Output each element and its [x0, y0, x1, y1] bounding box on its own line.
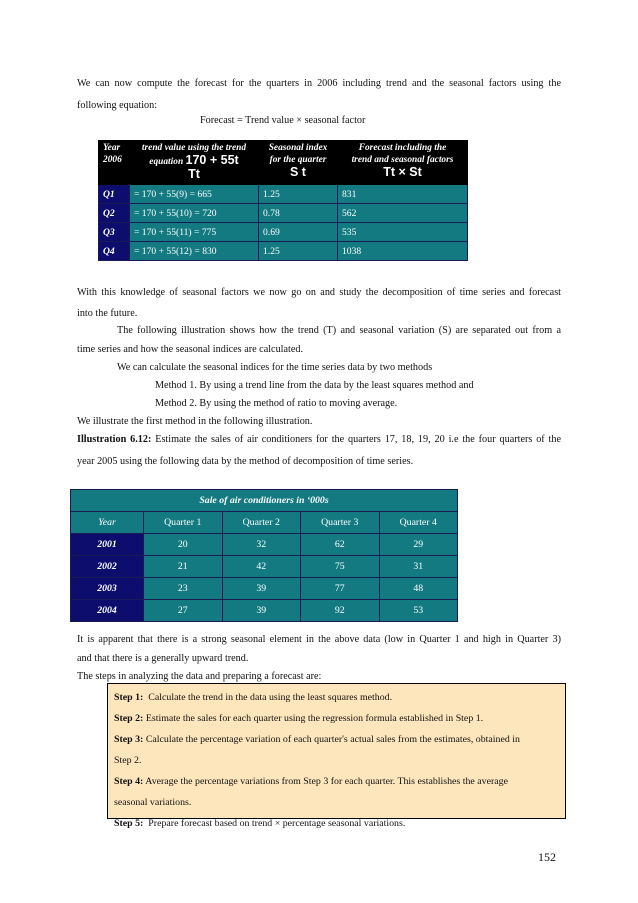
illustration-line-2: year 2005 using the following data by the method of decomposition of time series.: [77, 456, 414, 467]
table-row: [99, 242, 468, 261]
quarter-label: Q3: [99, 223, 130, 242]
para-6: The steps in analyzing the data and preparing a forecast are:: [77, 671, 322, 682]
forecast-value: 562: [338, 204, 468, 223]
quarter-label: Q1: [99, 185, 130, 204]
table-row: [99, 185, 468, 204]
forecast-value: 535: [338, 223, 468, 242]
seasonal-index: 1.25: [259, 242, 338, 261]
forecast-equation: Forecast = Trend value × seasonal factor: [200, 115, 366, 126]
value-cell: 39: [222, 600, 301, 622]
intro-line-1: We can now compute the forecast for the quarters in 2006 including trend and the seasonal factors using the: [77, 78, 561, 89]
header-trend: trend value using the trend equation 170 + 55t Tt: [130, 141, 259, 185]
header-quarter-2: Quarter 2: [222, 512, 301, 534]
seasonal-index: 0.69: [259, 223, 338, 242]
forecast-table: [98, 140, 468, 261]
value-cell: 27: [144, 600, 223, 622]
header-year: Year 2006: [99, 141, 130, 185]
trend-value: = 170 + 55(9) = 665: [130, 185, 259, 204]
sales-table-title: Sale of air conditioners in ‘000s: [71, 490, 458, 512]
value-cell: 62: [301, 534, 380, 556]
header-year: Year: [71, 512, 144, 534]
value-cell: 29: [379, 534, 458, 556]
step-4-continued: seasonal variations.: [114, 797, 192, 808]
header-forecast: Forecast including the trend and seasonal factors Tt × St: [338, 141, 468, 185]
forecast-value: 831: [338, 185, 468, 204]
quarter-label: Q2: [99, 204, 130, 223]
quarter-label: Q4: [99, 242, 130, 261]
table-row: [71, 600, 458, 622]
value-cell: 39: [222, 578, 301, 600]
para-1-line-1: With this knowledge of seasonal factors we now go on and study the decomposition of time series and forecast: [77, 287, 561, 298]
forecast-value: 1038: [338, 242, 468, 261]
value-cell: 23: [144, 578, 223, 600]
method-1: Method 1. By using a trend line from the data by the least squares method and: [155, 380, 474, 391]
header-quarter-3: Quarter 3: [301, 512, 380, 534]
seasonal-index: 0.78: [259, 204, 338, 223]
trend-value: = 170 + 55(10) = 720: [130, 204, 259, 223]
step-4: Step 4: Average the percentage variations from Step 3 for each quarter. This establishes the average: [114, 776, 508, 787]
para-2-line-1: The following illustration shows how the trend (T) and seasonal variation (S) are separated out from a: [117, 325, 561, 336]
step-1: Step 1: Calculate the trend in the data using the least squares method.: [114, 692, 393, 703]
table-row: [71, 534, 458, 556]
header-quarter-1: Quarter 1: [144, 512, 223, 534]
value-cell: 53: [379, 600, 458, 622]
table-row: [99, 223, 468, 242]
para-3: We can calculate the seasonal indices for the time series data by two methods: [117, 362, 433, 373]
value-cell: 21: [144, 556, 223, 578]
value-cell: 75: [301, 556, 380, 578]
trend-value: = 170 + 55(12) = 830: [130, 242, 259, 261]
step-3: Step 3: Calculate the percentage variation of each quarter's actual sales from the estimates, obtained in: [114, 734, 520, 745]
trend-value: = 170 + 55(11) = 775: [130, 223, 259, 242]
method-2: Method 2. By using the method of ratio to moving average.: [155, 398, 398, 409]
value-cell: 32: [222, 534, 301, 556]
para-2-line-2: time series and how the seasonal indices are calculated.: [77, 344, 304, 355]
year-cell: 2002: [71, 556, 144, 578]
steps-box: [107, 683, 566, 829]
year-cell: 2004: [71, 600, 144, 622]
value-cell: 31: [379, 556, 458, 578]
header-seasonal-index: Seasonal index for the quarter S t: [259, 141, 338, 185]
seasonal-index: 1.25: [259, 185, 338, 204]
sales-table-title-row: [71, 490, 458, 512]
step-2: Step 2: Estimate the sales for each quarter using the regression formula established in Step 1.: [114, 713, 484, 724]
year-cell: 2001: [71, 534, 144, 556]
step-3-continued: Step 2.: [114, 755, 142, 766]
illustration-line-1: Illustration 6.12: Estimate the sales of air conditioners for the quarters 17, 18, 19, 20 i.e the four quarters of the: [77, 434, 561, 445]
forecast-table-header: [99, 141, 468, 185]
header-quarter-4: Quarter 4: [379, 512, 458, 534]
value-cell: 20: [144, 534, 223, 556]
para-5-line-2: and that there is a generally upward trend.: [77, 653, 249, 664]
para-4: We illustrate the first method in the following illustration.: [77, 416, 313, 427]
value-cell: 42: [222, 556, 301, 578]
table-row: [71, 578, 458, 600]
step-5: Step 5: Prepare forecast based on trend × percentage seasonal variations.: [114, 818, 406, 829]
table-row: [71, 556, 458, 578]
value-cell: 48: [379, 578, 458, 600]
intro-line-2: following equation:: [77, 100, 158, 111]
table-row: [99, 204, 468, 223]
value-cell: 92: [301, 600, 380, 622]
sales-table-header: [71, 512, 458, 534]
illustration-label: Illustration 6.12:: [77, 434, 152, 445]
page-number: 152: [538, 850, 556, 864]
para-1-line-2: into the future.: [77, 308, 138, 319]
value-cell: 77: [301, 578, 380, 600]
para-5-line-1: It is apparent that there is a strong seasonal element in the above data (low in Quarter 1 and high in Quarter 3): [77, 634, 561, 645]
sales-table: [70, 489, 458, 622]
year-cell: 2003: [71, 578, 144, 600]
